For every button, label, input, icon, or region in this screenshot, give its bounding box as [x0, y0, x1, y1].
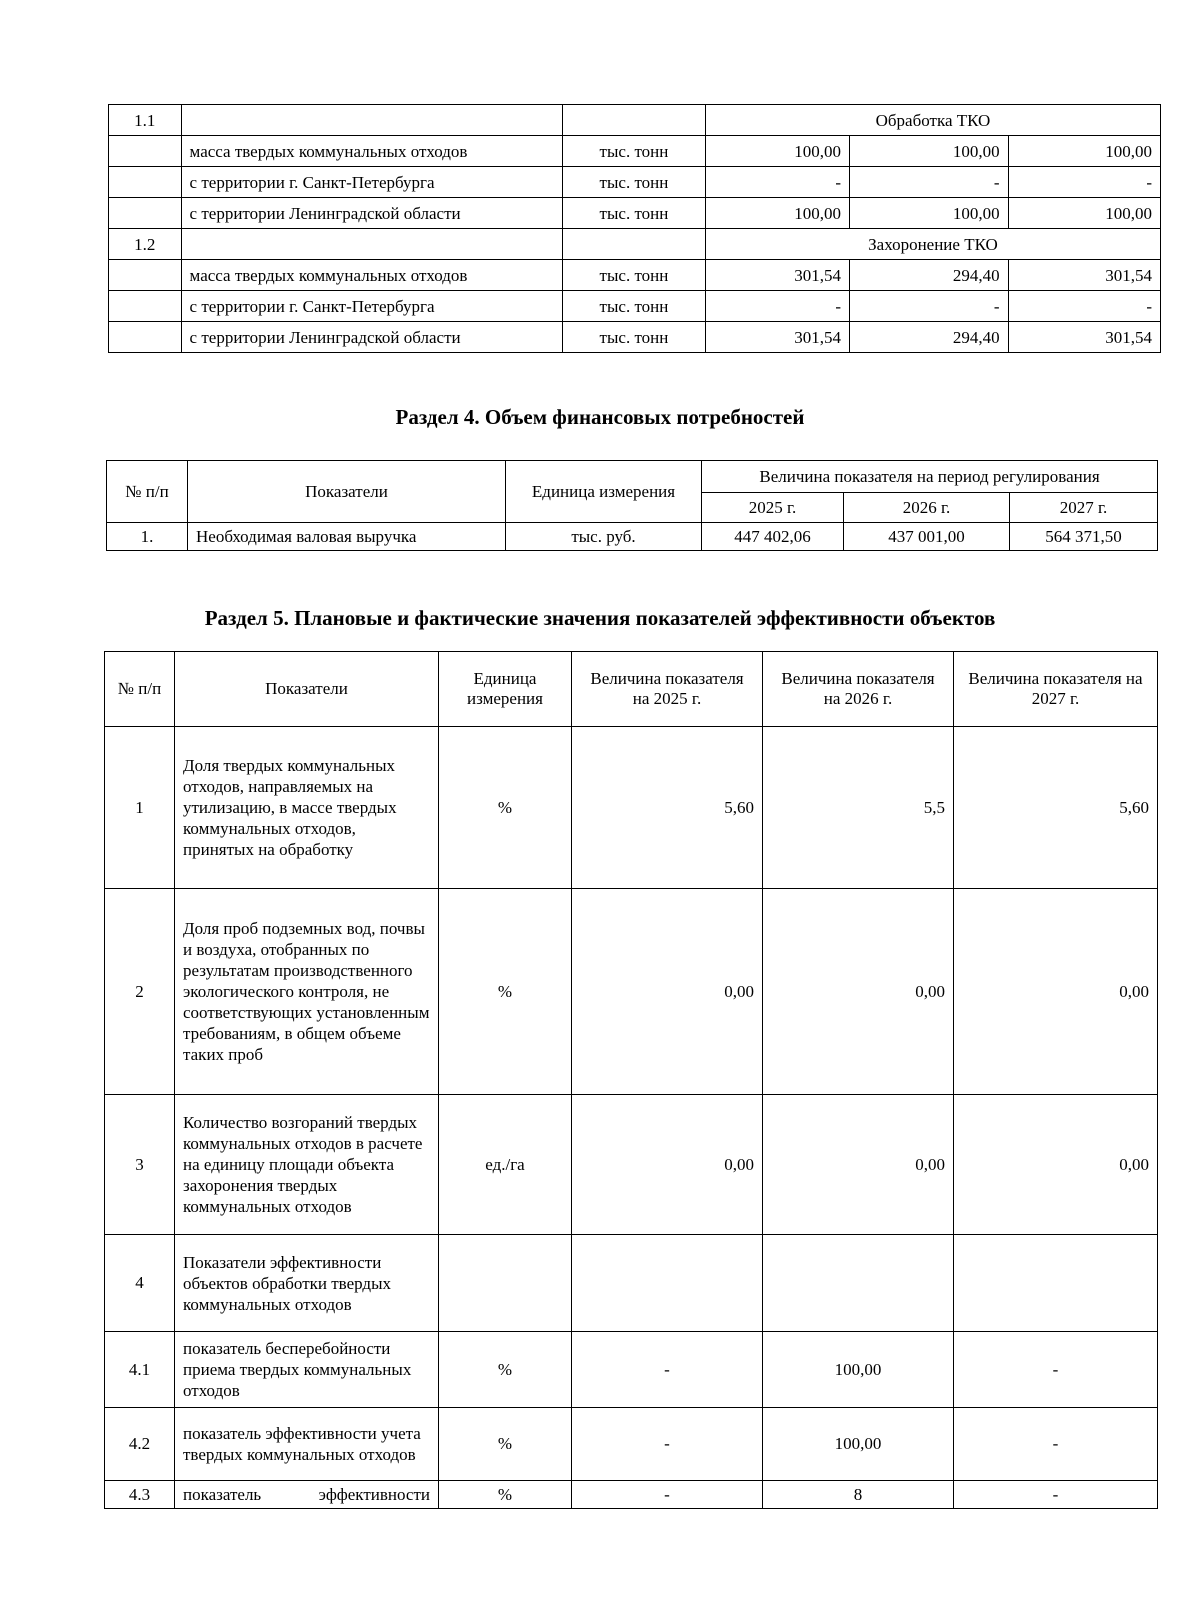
value-2025: -: [572, 1332, 763, 1408]
value-2025: 5,60: [572, 727, 763, 889]
row-unit: %: [439, 889, 572, 1095]
row-unit: тыс. тонн: [562, 167, 705, 198]
row-number: 1.2: [109, 229, 182, 260]
table-row: [105, 727, 1158, 889]
table-row: [109, 198, 1161, 229]
row-unit: тыс. тонн: [562, 322, 705, 353]
value-2026: 0,00: [763, 1095, 954, 1235]
header-value-2026: Величина показателя на 2026 г.: [763, 652, 954, 727]
header-num: № п/п: [107, 461, 188, 523]
value-2025: -: [705, 291, 849, 322]
value-2027: -: [954, 1332, 1158, 1408]
value-2025: -: [705, 167, 849, 198]
table-row: [105, 1332, 1158, 1408]
value-2026: 100,00: [763, 1408, 954, 1481]
efficiency-table: [104, 651, 1158, 1509]
value-2025: -: [572, 1408, 763, 1481]
header-value-2025: Величина показателя на 2025 г.: [572, 652, 763, 727]
value-2027: -: [954, 1481, 1158, 1509]
row-label: с территории Ленинградской области: [181, 322, 562, 353]
value-2026: -: [850, 167, 1009, 198]
row-label: масса твердых коммунальных отходов: [181, 260, 562, 291]
value-2027: 301,54: [1008, 260, 1160, 291]
table-row: [105, 1481, 1158, 1509]
section-title: Обработка ТКО: [705, 105, 1160, 136]
value-2025: [572, 1235, 763, 1332]
row-label: масса твердых коммунальных отходов: [181, 136, 562, 167]
value-2027: -: [954, 1408, 1158, 1481]
value-2026: -: [850, 291, 1009, 322]
row-label: с территории г. Санкт-Петербурга: [181, 167, 562, 198]
value-2026: 100,00: [763, 1332, 954, 1408]
value-2027: -: [1008, 167, 1160, 198]
row-unit: ед./га: [439, 1095, 572, 1235]
row-label: показатель бесперебойности приема твердых коммунальных отходов: [175, 1332, 439, 1408]
row-label: Количество возгораний твердых коммунальных отходов в расчете на единицу площади объекта захоронения твердых коммунальных отходов: [175, 1095, 439, 1235]
value-2027: 0,00: [954, 889, 1158, 1095]
value-2025: 301,54: [705, 260, 849, 291]
row-unit: тыс. руб.: [506, 523, 702, 551]
row-unit: тыс. тонн: [562, 198, 705, 229]
value-2026: 294,40: [850, 260, 1009, 291]
value-2027: 5,60: [954, 727, 1158, 889]
row-unit: %: [439, 1481, 572, 1509]
header-indicator: Показатели: [175, 652, 439, 727]
row-unit: [439, 1235, 572, 1332]
row-unit: тыс. тонн: [562, 136, 705, 167]
table-row: [105, 1095, 1158, 1235]
header-year-2025: 2025 г.: [702, 493, 844, 523]
row-unit: тыс. тонн: [562, 291, 705, 322]
row-label: показатель эффективности: [175, 1481, 439, 1509]
value-2026: 5,5: [763, 727, 954, 889]
value-2026: 100,00: [850, 136, 1009, 167]
value-2027: 0,00: [954, 1095, 1158, 1235]
value-2026: 8: [763, 1481, 954, 1509]
header-year-2027: 2027 г.: [1010, 493, 1158, 523]
value-2027: 100,00: [1008, 136, 1160, 167]
row-number: 1.1: [109, 105, 182, 136]
header-period: Величина показателя на период регулирования: [702, 461, 1158, 493]
row-number: 2: [105, 889, 175, 1095]
table-row: [109, 291, 1161, 322]
row-number: 1.: [107, 523, 188, 551]
row-label: Доля проб подземных вод, почвы и воздуха, отобранных по результатам производственного экологического контроля, не соответствующих установленным требованиям, в общем объеме таких проб: [175, 889, 439, 1095]
value-2025: -: [572, 1481, 763, 1509]
value-2027: [954, 1235, 1158, 1332]
row-number: 4: [105, 1235, 175, 1332]
row-number: 3: [105, 1095, 175, 1235]
table-row: [109, 136, 1161, 167]
table-row: [109, 167, 1161, 198]
value-2026: 0,00: [763, 889, 954, 1095]
value-2025: 0,00: [572, 889, 763, 1095]
value-2027: 100,00: [1008, 198, 1160, 229]
value-2025: 100,00: [705, 198, 849, 229]
row-number: 4.1: [105, 1332, 175, 1408]
row-unit: %: [439, 1408, 572, 1481]
financial-needs-table: [106, 460, 1158, 551]
row-number: 4.3: [105, 1481, 175, 1509]
header-value-2027: Величина показателя на 2027 г.: [954, 652, 1158, 727]
value-2026: 437 001,00: [844, 523, 1010, 551]
row-label: с территории г. Санкт-Петербурга: [181, 291, 562, 322]
header-unit: Единица измерения: [439, 652, 572, 727]
table-row: [107, 523, 1158, 551]
row-label: Необходимая валовая выручка: [188, 523, 506, 551]
row-label: показатель эффективности учета твердых коммунальных отходов: [175, 1408, 439, 1481]
value-2026: 294,40: [850, 322, 1009, 353]
table-row: [105, 1408, 1158, 1481]
row-unit: %: [439, 727, 572, 889]
row-unit: тыс. тонн: [562, 260, 705, 291]
value-2027: 564 371,50: [1010, 523, 1158, 551]
row-label: с территории Ленинградской области: [181, 198, 562, 229]
header-year-2026: 2026 г.: [844, 493, 1010, 523]
header-indicator: Показатели: [188, 461, 506, 523]
value-2026: [763, 1235, 954, 1332]
table-row: [109, 322, 1161, 353]
row-unit: %: [439, 1332, 572, 1408]
table-row: [105, 1235, 1158, 1332]
value-2025: 100,00: [705, 136, 849, 167]
volume-table: [108, 104, 1161, 353]
header-num: № п/п: [105, 652, 175, 727]
section-5-heading: Раздел 5. Плановые и фактические значения показателей эффективности объектов: [204, 606, 996, 630]
value-2027: -: [1008, 291, 1160, 322]
section-row-1-2: [109, 229, 1161, 260]
table-row: [105, 889, 1158, 1095]
section-row-1-1: [109, 105, 1161, 136]
value-2025: 0,00: [572, 1095, 763, 1235]
value-2025: 301,54: [705, 322, 849, 353]
header-unit: Единица измерения: [506, 461, 702, 523]
section-4-heading: Раздел 4. Объем финансовых потребностей: [395, 405, 805, 429]
value-2027: 301,54: [1008, 322, 1160, 353]
value-2025: 447 402,06: [702, 523, 844, 551]
row-number: 1: [105, 727, 175, 889]
row-number: 4.2: [105, 1408, 175, 1481]
section-title: Захоронение ТКО: [705, 229, 1160, 260]
value-2026: 100,00: [850, 198, 1009, 229]
table-row: [109, 260, 1161, 291]
row-label: Показатели эффективности объектов обработки твердых коммунальных отходов: [175, 1235, 439, 1332]
row-label: Доля твердых коммунальных отходов, направляемых на утилизацию, в массе твердых коммунальных отходов, принятых на обработку: [175, 727, 439, 889]
